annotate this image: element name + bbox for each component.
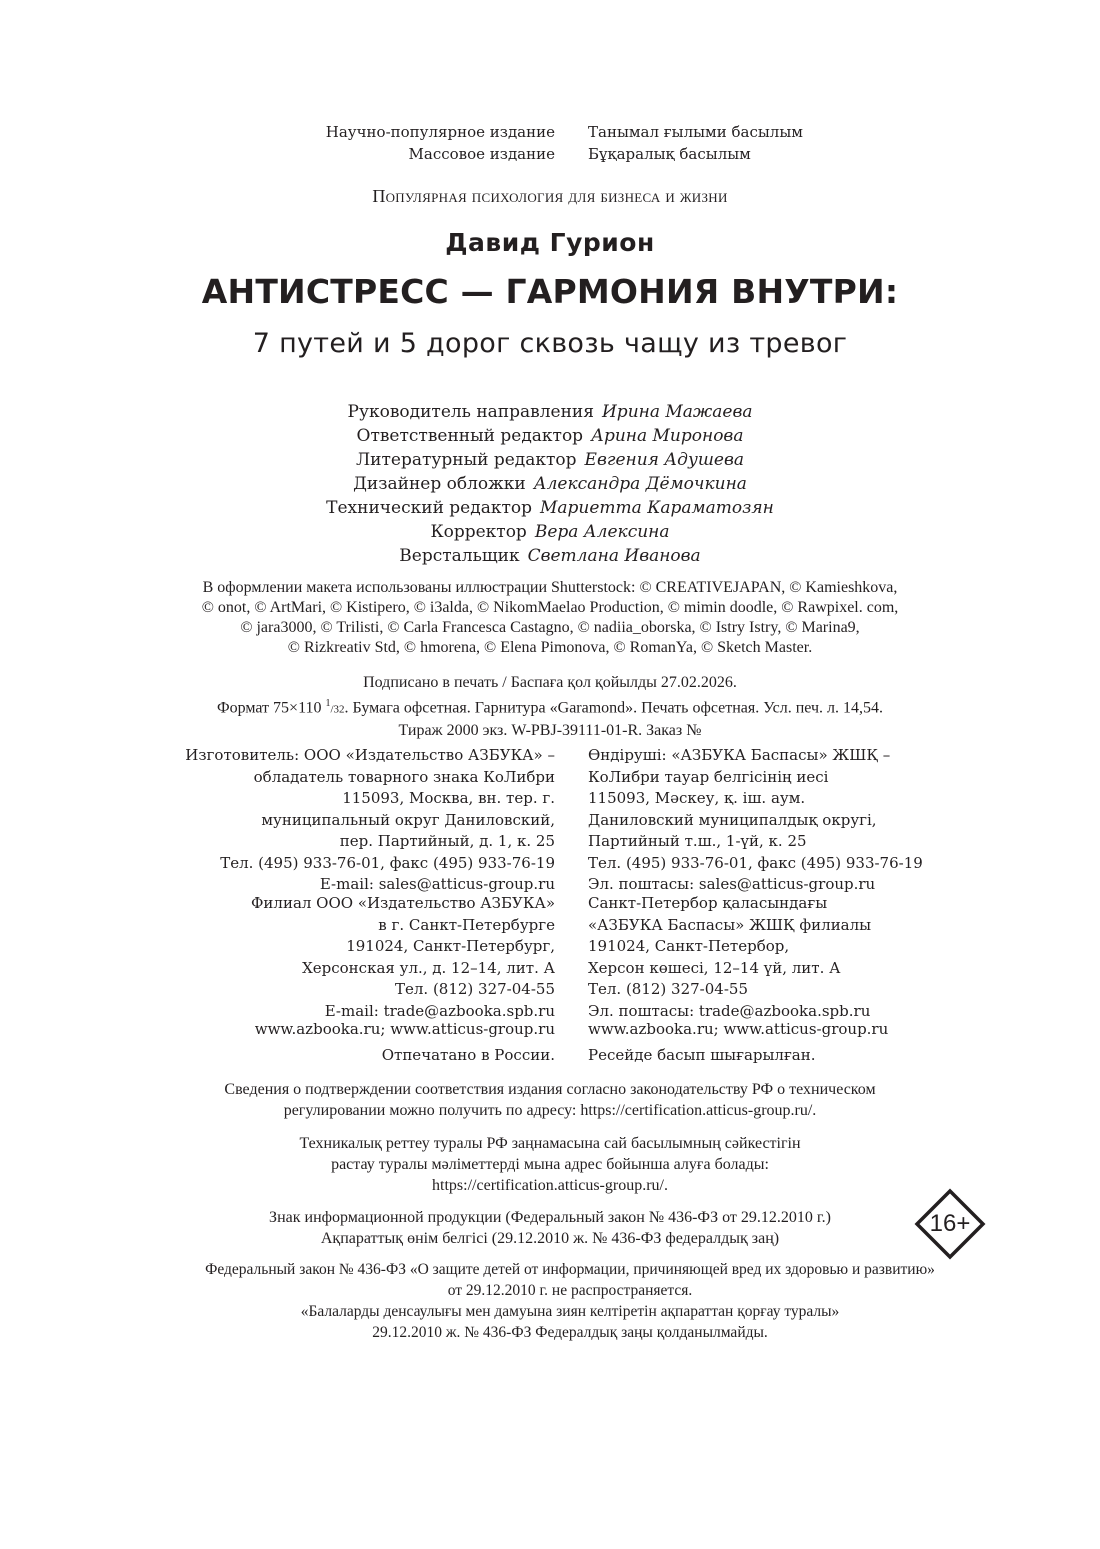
branch-email: Эл. поштасы: trade@azbooka.spb.ru: [588, 1001, 871, 1020]
certification-line: Сведения о подтверждении соответствия издания согласно законодательству РФ о техническом: [224, 1081, 876, 1098]
branch-email: E-mail: trade@azbooka.spb.ru: [324, 1001, 555, 1020]
edition-type-line: Танымал ғылыми басылым: [588, 123, 803, 141]
format-line: [140, 693, 960, 720]
age-rating-badge: [914, 1188, 986, 1260]
format-fraction-num: 1: [325, 698, 331, 709]
credit-role: Литературный редактор: [355, 450, 577, 470]
printed-in-ru: Отпечатано в России.: [381, 1046, 555, 1064]
branch-line: «АЗБУКА Баспасы» ЖШҚ филиалы: [588, 915, 872, 934]
credit-person: Мариетта Караматозян: [540, 498, 774, 518]
format-prefix: Формат 75×110: [216, 699, 326, 717]
credit-role: Ответственный редактор: [356, 426, 584, 446]
branch-line: в г. Санкт-Петербурге: [378, 915, 555, 934]
law-line: 29.12.2010 ж. № 436-ФЗ Федералдық заңы қолданылмайды.: [372, 1324, 768, 1341]
branch-line: Херсонская ул., д. 12–14, лит. А: [302, 958, 555, 977]
credit-person: Арина Миронова: [591, 426, 744, 446]
illustration-line: В оформлении макета использованы иллюстрации Shutterstock: © CREATIVEJAPAN, © Kamieshkova,: [202, 579, 898, 596]
law-notice: [100, 1259, 1040, 1343]
branch-phone: Тел. (812) 327-04-55: [395, 980, 555, 998]
publisher-ru: [185, 745, 555, 896]
credit-role: Дизайнер обложки: [353, 474, 526, 494]
publisher-line: 115093, Мәскеу, қ. іш. аум.: [588, 789, 806, 807]
credit-line: [0, 400, 1100, 424]
info-sign-line: Знак информационной продукции (Федеральный закон № 436-ФЗ от 29.12.2010 г.): [269, 1209, 831, 1226]
credit-line: [0, 520, 1100, 544]
branch-kz: [588, 893, 871, 1022]
credit-line: [0, 544, 1100, 568]
publisher-line: пер. Партийный, д. 1, к. 25: [339, 832, 555, 850]
publisher-phone: Тел. (495) 933-76-01, факс (495) 933-76-19: [588, 853, 923, 872]
publisher-line: Даниловский муниципалдық округі,: [588, 810, 877, 829]
law-line: от 29.12.2010 г. не распространяется.: [447, 1282, 693, 1299]
credit-role: Верстальщик: [399, 546, 520, 566]
credit-person: Светлана Иванова: [527, 546, 701, 566]
credit-line: [0, 496, 1100, 520]
publisher-line: 115093, Москва, вн. тер. г.: [342, 789, 555, 807]
credit-line: [0, 448, 1100, 472]
publisher-line: Изготовитель: ООО «Издательство АЗБУКА» –: [185, 746, 555, 764]
publisher-line: Өндіруші: «АЗБУКА Баспасы» ЖШҚ –: [588, 746, 891, 764]
edition-type-ru: [326, 121, 555, 165]
credit-line: [0, 424, 1100, 448]
signed-to-print: Подписано в печать / Баспаға қол қойылды 27.02.2026.: [363, 674, 737, 691]
publisher-email: Эл. поштасы: sales@atticus-group.ru: [588, 875, 876, 893]
credit-person: Вера Алексина: [534, 522, 670, 542]
credit-person: Ирина Мажаева: [601, 402, 753, 422]
edition-type-line: Бұқаралық басылым: [588, 145, 751, 163]
info-product-sign: [200, 1207, 900, 1249]
certification-line: Техникалық реттеу туралы РФ заңнамасына сай басылымның сәйкестігін: [299, 1135, 801, 1152]
credit-role: Корректор: [430, 522, 527, 542]
format-fraction-den: /32: [330, 703, 345, 716]
series-name: Популярная психология для бизнеса и жизни: [372, 186, 728, 206]
book-subtitle: 7 путей и 5 дорог сквозь чащу из тревог: [252, 328, 848, 359]
publisher-email: E-mail: sales@atticus-group.ru: [319, 875, 555, 893]
credits-list: [0, 400, 1100, 568]
credit-person: Евгения Адушева: [584, 450, 745, 470]
circulation-line: Тираж 2000 экз. W-PBJ-39111-01-R. Заказ №: [398, 722, 702, 740]
websites-ru: www.azbooka.ru; www.atticus-group.ru: [254, 1020, 555, 1038]
branch-line: 191024, Санкт-Петербор,: [588, 937, 790, 955]
format-suffix: . Бумага офсетная. Гарнитура «Garamond». Печать офсетная. Усл. печ. л. 14,54.: [344, 699, 884, 717]
age-rating-label: 16+: [929, 1210, 971, 1237]
publisher-kz: [588, 745, 923, 896]
author-name: Давид Гурион: [445, 228, 655, 257]
book-title: АНТИСТРЕСС — ГАРМОНИЯ ВНУТРИ:: [201, 272, 899, 311]
law-line: Федеральный закон № 436-ФЗ «О защите детей от информации, причиняющей вред их здоровью и развитию»: [205, 1261, 935, 1278]
illustration-line: © jara3000, © Trilisti, © Carla Francesca Castagno, © nadiia_oborska, © Istry Istry, © Marina9,: [240, 619, 860, 636]
certification-kz: [140, 1133, 960, 1196]
print-info: [140, 672, 960, 741]
branch-line: Санкт-Петербор қаласындағы: [588, 894, 828, 912]
credit-role: Технический редактор: [326, 498, 532, 518]
branch-line: 191024, Санкт-Петербург,: [346, 937, 555, 955]
illustration-line: © onot, © ArtMari, © Kistipero, © i3alda, © NikomMaelao Production, © mimin doodle, © Rawpixel. com,: [201, 599, 899, 616]
branch-line: Филиал ООО «Издательство АЗБУКА»: [250, 894, 555, 912]
publisher-phone: Тел. (495) 933-76-01, факс (495) 933-76-19: [220, 853, 555, 872]
info-sign-line: Ақпараттық өнім белгісі (29.12.2010 ж. № 436-ФЗ федералдық заң): [320, 1230, 780, 1247]
printed-in-kz: Ресейде басып шығарылған.: [588, 1046, 816, 1064]
publisher-line: Партийный т.ш., 1-үй, к. 25: [588, 832, 807, 850]
credit-role: Руководитель направления: [347, 402, 594, 422]
branch-ru: [251, 893, 555, 1022]
branch-phone: Тел. (812) 327-04-55: [588, 980, 748, 998]
websites-kz: www.azbooka.ru; www.atticus-group.ru: [588, 1020, 889, 1038]
credit-line: [0, 472, 1100, 496]
illustration-credits: [140, 578, 960, 658]
certification-line: растау туралы мәліметтерді мына адрес бойынша алуға болады:: [331, 1156, 769, 1173]
certification-line: регулировании можно получить по адресу: https://certification.atticus-group.ru/.: [283, 1102, 817, 1119]
edition-type-line: Научно-популярное издание: [325, 123, 555, 141]
certification-ru: [140, 1079, 960, 1121]
publisher-line: КоЛибри тауар белгісінің иесі: [588, 767, 829, 786]
edition-type-kz: [588, 121, 803, 165]
certification-line: https://certification.atticus-group.ru/.: [432, 1177, 668, 1194]
publisher-line: обладатель товарного знака КоЛибри: [253, 767, 555, 786]
illustration-line: © Rizkreativ Std, © hmorena, © Elena Pimonova, © RomanYa, © Sketch Master.: [287, 639, 813, 656]
edition-type-line: Массовое издание: [408, 145, 555, 163]
credit-person: Александра Дёмочкина: [533, 474, 747, 494]
law-line: «Балаларды денсаулығы мен дамуына зиян келтіретін ақпараттан қорғау туралы»: [300, 1303, 840, 1320]
publisher-line: муниципальный округ Даниловский,: [261, 810, 555, 829]
branch-line: Херсон көшесі, 12–14 үй, лит. А: [588, 958, 841, 977]
